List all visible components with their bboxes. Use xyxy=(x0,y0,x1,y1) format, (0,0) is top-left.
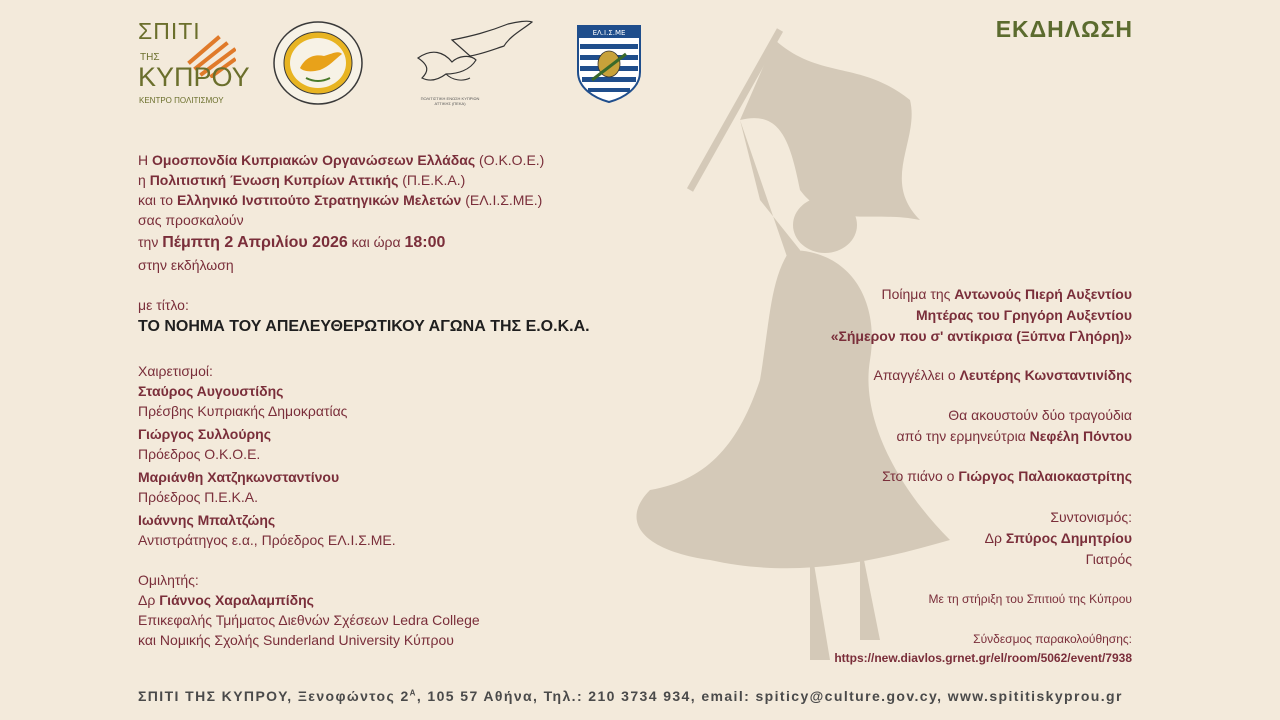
coordinator: Δρ Σπύρος Δημητρίου xyxy=(984,530,1132,546)
peka-caption: ΠΟΛΙΤΙΣΤΙΚΗ ΕΝΩΣΗ ΚΥΠΡΙΩΝ ΑΤΤΙΚΗΣ (ΠΕΚΑ) xyxy=(420,96,480,106)
songs-line: Θα ακουστούν δύο τραγούδια xyxy=(948,407,1132,423)
logo-text: ΚΕΝΤΡΟ ΠΟΛΙΤΙΣΜΟΥ xyxy=(139,96,224,105)
left-column xyxy=(138,150,658,650)
logo-text: ΤΗΣ xyxy=(140,52,160,63)
support-note: Με τη στήριξη του Σπιτιού της Κύπρου xyxy=(928,592,1132,606)
link-block xyxy=(612,630,1132,668)
speaker-name: Δρ Γιάννος Χαραλαμπίδης xyxy=(138,592,314,608)
poem-line: Μητέρας του Γρηγόρη Αυξεντίου xyxy=(916,307,1132,323)
coord-role: Γιατρός xyxy=(1085,551,1132,567)
recitation-block xyxy=(612,365,1132,386)
speaker-label: Ομιλητής: xyxy=(138,572,199,588)
invite-text: σας προσκαλούν xyxy=(138,212,244,228)
title-label: με τίτλο: xyxy=(138,297,189,313)
songs-block xyxy=(612,405,1132,447)
person-role: Αντιστράτηγος ε.α., Πρόεδρος ΕΛ.Ι.Σ.ΜΕ. xyxy=(138,532,396,548)
logo-text: ΚΥΠΡΟΥ xyxy=(138,62,250,92)
speaker-role: Επικεφαλής Τμήματος Διεθνών Σχέσεων Ledra College xyxy=(138,612,480,628)
header-title: ΕΚΔΗΛΩΣΗ xyxy=(995,16,1133,42)
logo-text: ΣΠΙΤΙ xyxy=(138,18,201,44)
poem-author: Ποίημα της Αντωνούς Πιερή Αυξεντίου xyxy=(881,286,1132,302)
greetings-label: Χαιρετισμοί: xyxy=(138,363,213,379)
event-link[interactable]: https://new.diavlos.grnet.gr/el/room/5062/event/7938 xyxy=(834,651,1132,665)
singer: από την ερμηνεύτρια Νεφέλη Πόντου xyxy=(896,428,1132,444)
person-role: Πρέσβης Κυπριακής Δημοκρατίας xyxy=(138,403,348,419)
speaker-role: και Νομικής Σχολής Sunderland University Κύπρου xyxy=(138,632,454,648)
peka-dove-logo xyxy=(412,18,534,106)
person-name: Σταύρος Αυγουστίδης xyxy=(138,383,284,399)
organizer-line: και το Ελληνικό Ινστιτούτο Στρατηγικών Μελετών (ΕΛ.Ι.Σ.ΜΕ.) xyxy=(138,192,543,208)
organizer-line: Η Ομοσπονδία Κυπριακών Οργανώσεων Ελλάδας (Ο.Κ.Ο.Ε.) xyxy=(138,152,545,168)
invite-text: στην εκδήλωση xyxy=(138,257,234,273)
person-name: Μαριάνθη Χατζηκωνσταντίνου xyxy=(138,469,340,485)
recitation: Απαγγέλλει ο Λευτέρης Κωνσταντινίδης xyxy=(873,367,1132,383)
poem-title: «Σήμερον που σ' αντίκρισα (Ξύπνα Γληόρη)» xyxy=(830,328,1132,344)
pianist: Στο πιάνο ο Γιώργος Παλαιοκαστρίτης xyxy=(882,468,1132,484)
okoe-seal-logo xyxy=(272,20,364,106)
elisme-logo-text: ΕΛ.Ι.Σ.ΜΕ xyxy=(592,29,626,37)
organizer-line: η Πολιτιστική Ένωση Κυπρίων Αττικής (Π.Ε.Κ.Α.) xyxy=(138,172,466,188)
person-name: Ιωάννης Μπαλτζώης xyxy=(138,512,276,528)
event-date: την Πέμπτη 2 Απριλίου 2026 και ώρα 18:00 xyxy=(138,234,446,251)
elisme-shield-logo xyxy=(574,22,644,104)
coordination-block xyxy=(612,507,1132,570)
poem-block xyxy=(612,284,1132,347)
link-label: Σύνδεσμος παρακολούθησης: xyxy=(973,632,1132,646)
coord-label: Συντονισμός: xyxy=(1050,509,1132,525)
event-title: ΤΟ ΝΟΗΜΑ ΤΟΥ ΑΠΕΛΕΥΘΕΡΩΤΙΚΟΥ ΑΓΩΝΑ ΤΗΣ Ε.Ο.Κ.Α. xyxy=(138,318,590,335)
person-role: Πρόεδρος Ο.Κ.Ο.Ε. xyxy=(138,446,261,462)
spiti-tis-kyprou-logo xyxy=(138,18,248,110)
piano-block xyxy=(612,466,1132,487)
person-name: Γιώργος Συλλούρης xyxy=(138,426,271,442)
greetings-list xyxy=(138,381,658,550)
footer-contact: ΣΠΙΤΙ ΤΗΣ ΚΥΠΡΟΥ, Ξενοφώντος $2^A$, 105 57 Αθήνα, Τηλ.: 210 3734 934, email: spiticy@culture.gov.cy, www.spititiskyprou.gr xyxy=(138,688,1123,704)
person-role: Πρόεδρος Π.Ε.Κ.Α. xyxy=(138,489,258,505)
